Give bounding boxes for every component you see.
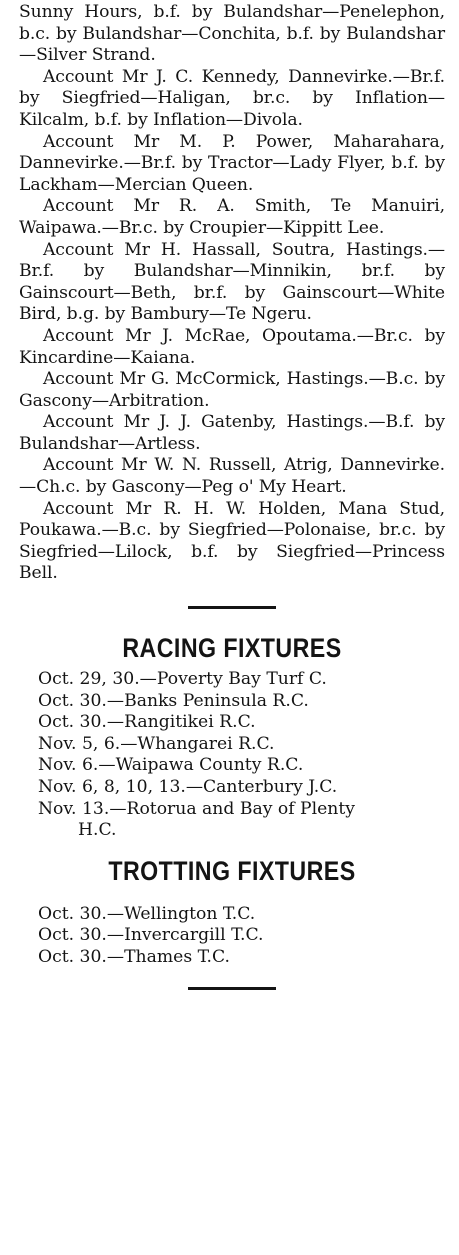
fixture-text: Oct. 29, 30.—Poverty Bay Turf C. [38, 669, 327, 690]
racing-fixtures-heading: RACING FIXTURES [122, 633, 342, 664]
newspaper-column [19, 2, 445, 990]
fixture-text: Nov. 6, 8, 10, 13.—Canterbury J.C. [38, 777, 338, 797]
trotting-fixtures-heading: TROTTING FIXTURES [108, 855, 356, 886]
fixture-continuation: H.C. [78, 820, 117, 841]
fixture-item [19, 947, 445, 969]
fixture-item [19, 799, 445, 842]
fixture-item [19, 734, 445, 756]
sale-listings [19, 2, 445, 585]
sale-paragraph: Account Mr M. P. Power, Maharahara, Dannevirke.—Br.f. by Tractor—Lady Flyer, b.f. by Lackham—Mercian Queen. [19, 131, 445, 195]
racing-fixtures-list [19, 669, 445, 842]
racing-fixtures-section [19, 631, 445, 842]
fixture-text: Oct. 30.—Thames T.C. [38, 946, 231, 967]
section-divider [188, 987, 276, 990]
section-divider [188, 606, 276, 609]
trotting-fixtures-list [19, 904, 445, 969]
fixture-text: Nov. 13.—Rotorua and Bay of Plenty [38, 798, 355, 819]
sale-paragraph: Sunny Hours, b.f. by Bulandshar—Penelephon, b.c. by Bulandshar—Conchita, b.f. by Bulandshar—Silver Strand. [19, 2, 445, 66]
fixture-item [19, 691, 445, 713]
sale-paragraph: Account Mr J. McRae, Opoutama.—Br.c. by Kincardine—Kaiana. [19, 325, 445, 368]
fixture-item [19, 669, 445, 691]
sale-paragraph: Account Mr G. McCormick, Hastings.—B.c. by Gascony—Arbitration. [19, 369, 445, 411]
sale-paragraph: Account Mr W. N. Russell, Atrig, Dannevirke.—Ch.c. by Gascony—Peg o' My Heart. [19, 455, 445, 498]
trotting-fixtures-section [19, 854, 445, 969]
sale-paragraph: Account Mr H. Hassall, Soutra, Hastings.—Br.f. by Bulandshar—Minnikin, br.f. by Gainscourt—Beth, br.f. by Gainscourt—White Bird, b.g. by Bambury—Te Ngeru. [19, 239, 445, 325]
fixture-item [19, 712, 445, 734]
fixture-item [19, 904, 445, 926]
fixture-item [19, 925, 445, 947]
sale-paragraph: Account Mr J. C. Kennedy, Dannevirke.—Br.f. by Siegfried—Haligan, br.c. by Inflation—Kilcalm, b.f. by Inflation—Divola. [19, 66, 445, 130]
fixture-item [19, 755, 445, 777]
fixture-text: Nov. 6.—Waipawa County R.C. [38, 755, 304, 776]
sale-paragraph: Account Mr R. A. Smith, Te Manuiri, Waipawa.—Br.c. by Croupier—Kippitt Lee. [19, 196, 445, 238]
fixture-text: Nov. 5, 6.—Whangarei R.C. [38, 733, 275, 754]
fixture-text: Oct. 30.—Banks Peninsula R.C. [38, 690, 309, 711]
fixture-text: Oct. 30.—Rangitikei R.C. [38, 712, 256, 733]
fixture-text: Oct. 30.—Invercargill T.C. [38, 925, 264, 946]
sale-paragraph: Account Mr J. J. Gatenby, Hastings.—B.f. by Bulandshar—Artless. [19, 412, 445, 454]
fixture-item [19, 777, 445, 799]
fixture-text: Oct. 30.—Wellington T.C. [38, 903, 256, 924]
sale-paragraph: Account Mr R. H. W. Holden, Mana Stud, Poukawa.—B.c. by Siegfried—Polonaise, br.c. by Siegfried—Lilock, b.f. by Siegfried—Princess Bell. [19, 498, 445, 584]
